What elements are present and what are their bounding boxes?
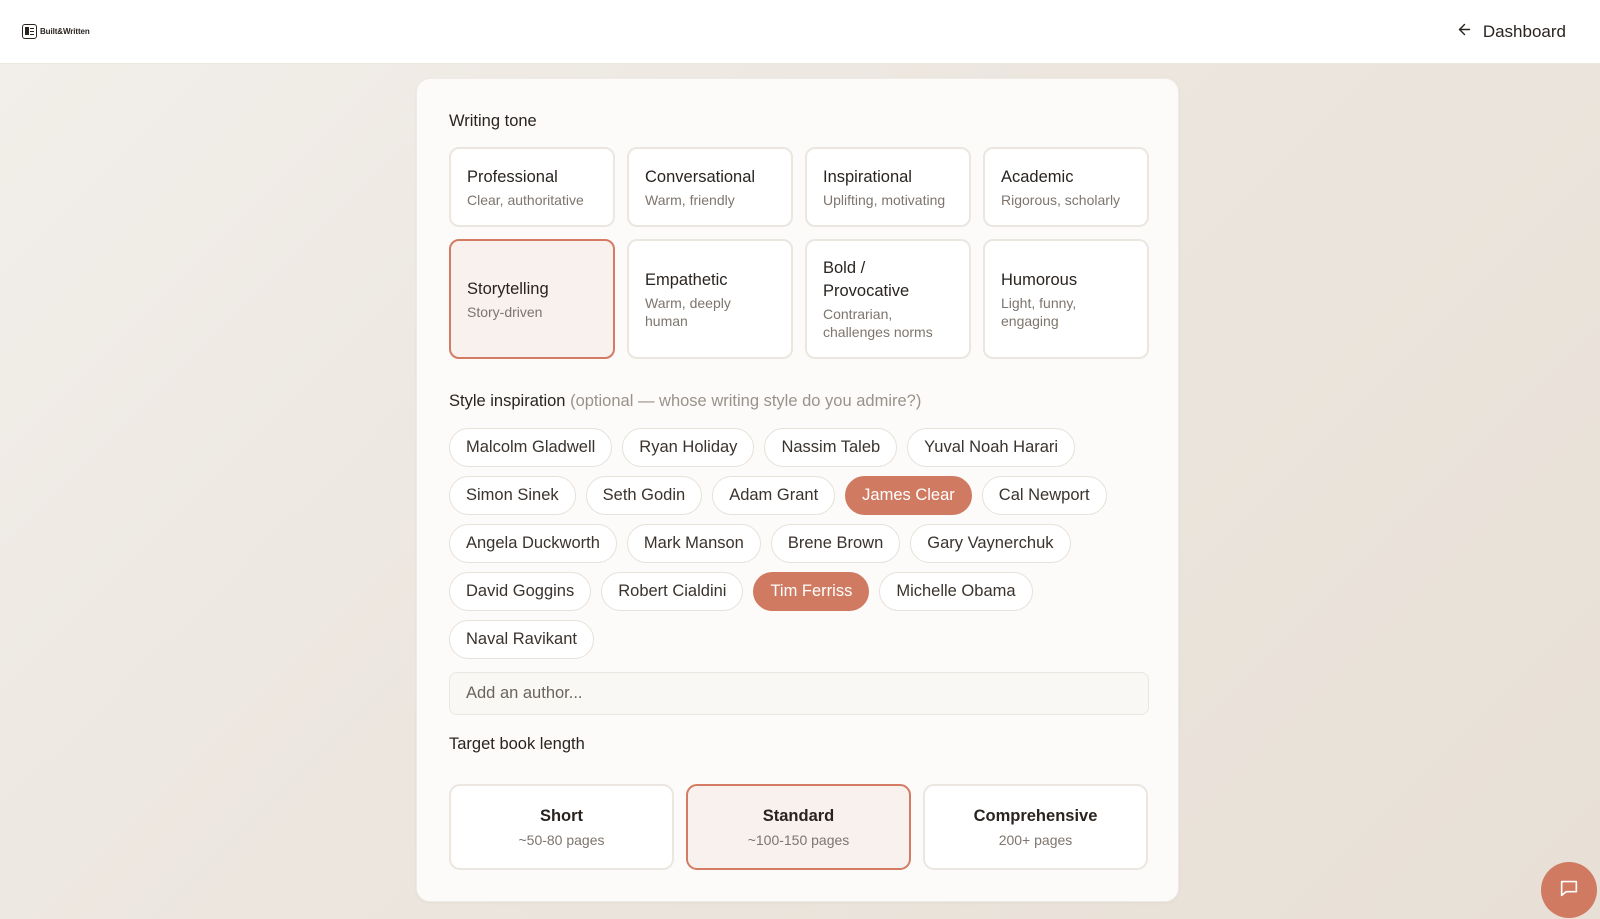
author-chip-cal-newport[interactable]: Cal Newport: [982, 476, 1107, 515]
tone-option-empathetic[interactable]: [627, 239, 793, 359]
length-option-subtitle: 200+ pages: [998, 831, 1073, 848]
tone-option-storytelling[interactable]: [449, 239, 615, 359]
length-option-subtitle: ~100-150 pages: [747, 831, 850, 848]
author-chip-adam-grant[interactable]: Adam Grant: [712, 476, 835, 515]
tone-option-subtitle: Uplifting, motivating: [823, 191, 946, 208]
author-chip-michelle-obama[interactable]: Michelle Obama: [879, 572, 1032, 611]
tone-option-inspirational[interactable]: [805, 147, 971, 227]
logo[interactable]: [22, 24, 90, 39]
dashboard-link[interactable]: [1456, 21, 1566, 43]
dashboard-link-label: Dashboard: [1482, 21, 1566, 41]
length-option-short[interactable]: [449, 784, 674, 870]
tone-option-subtitle: Rigorous, scholarly: [1001, 191, 1121, 208]
top-bar: [0, 0, 1600, 64]
tone-option-title: Humorous: [1001, 270, 1078, 289]
author-chip-simon-sinek[interactable]: Simon Sinek: [449, 476, 576, 515]
author-chip-james-clear[interactable]: James Clear: [845, 476, 972, 515]
style-inspiration-label-text: Style inspiration: [449, 392, 566, 410]
tone-option-conversational[interactable]: [627, 147, 793, 227]
author-chip-david-goggins[interactable]: David Goggins: [449, 572, 591, 611]
length-option-title: Comprehensive: [973, 806, 1098, 825]
tone-option-title: Inspirational: [823, 167, 912, 186]
tone-option-title: Storytelling: [467, 279, 549, 298]
author-chip-brene-brown[interactable]: Brene Brown: [771, 524, 900, 563]
author-chip-nassim-taleb[interactable]: Nassim Taleb: [764, 428, 897, 467]
author-chip-tim-ferriss[interactable]: Tim Ferriss: [753, 572, 869, 611]
writing-tone-options: [449, 147, 1149, 359]
length-option-title: Short: [539, 806, 584, 825]
logo-text: Built&Written: [40, 27, 90, 36]
style-inspiration-hint: (optional — whose writing style do you admire?): [570, 392, 922, 410]
author-chip-mark-manson[interactable]: Mark Manson: [627, 524, 761, 563]
arrow-left-icon: [1456, 21, 1473, 43]
book-length-label-text: Target book length: [449, 735, 585, 753]
chat-bubble-icon: [1558, 877, 1580, 904]
author-chip-seth-godin[interactable]: Seth Godin: [586, 476, 703, 515]
length-option-subtitle: ~50-80 pages: [518, 831, 605, 848]
tone-option-title: Bold / Provocative: [823, 259, 910, 300]
tone-option-title: Academic: [1001, 167, 1074, 186]
tone-option-subtitle: Warm, deeply human: [645, 294, 731, 329]
length-option-comprehensive[interactable]: [923, 784, 1148, 870]
tone-option-academic[interactable]: [983, 147, 1149, 227]
style-inspiration-label: [449, 392, 921, 411]
tone-option-professional[interactable]: [449, 147, 615, 227]
length-option-title: Standard: [762, 806, 835, 825]
tone-option-subtitle: Light, funny, engaging: [1001, 294, 1077, 329]
tone-option-title: Professional: [467, 167, 558, 186]
tone-option-subtitle: Contrarian, challenges norms: [823, 306, 933, 340]
author-chip-ryan-holiday[interactable]: Ryan Holiday: [622, 428, 754, 467]
tone-option-subtitle: Warm, friendly: [645, 191, 735, 208]
author-chip-list: [449, 428, 1149, 659]
book-length-options: [449, 784, 1149, 870]
tone-option-bold-provocative[interactable]: [805, 239, 971, 359]
length-option-standard[interactable]: [686, 784, 911, 870]
tone-option-title: Conversational: [645, 167, 756, 186]
add-author-input[interactable]: [449, 672, 1149, 715]
writing-tone-label: [449, 112, 537, 131]
author-chip-robert-cialdini[interactable]: Robert Cialdini: [601, 572, 743, 611]
author-chip-angela-duckworth[interactable]: Angela Duckworth: [449, 524, 617, 563]
tone-option-humorous[interactable]: [983, 239, 1149, 359]
book-settings-card: [416, 78, 1179, 902]
writing-tone-label-text: Writing tone: [449, 112, 537, 130]
tone-option-title: Empathetic: [645, 270, 728, 289]
tone-option-subtitle: Clear, authoritative: [467, 191, 584, 208]
author-chip-malcolm-gladwell[interactable]: Malcolm Gladwell: [449, 428, 612, 467]
author-chip-naval-ravikant[interactable]: Naval Ravikant: [449, 620, 594, 659]
tone-option-subtitle: Story-driven: [467, 303, 543, 320]
book-length-label: [449, 735, 585, 754]
author-chip-gary-vaynerchuk[interactable]: Gary Vaynerchuk: [910, 524, 1070, 563]
chat-button[interactable]: [1541, 862, 1597, 918]
author-chip-yuval-noah-harari[interactable]: Yuval Noah Harari: [907, 428, 1075, 467]
book-logo-icon: [22, 24, 37, 39]
